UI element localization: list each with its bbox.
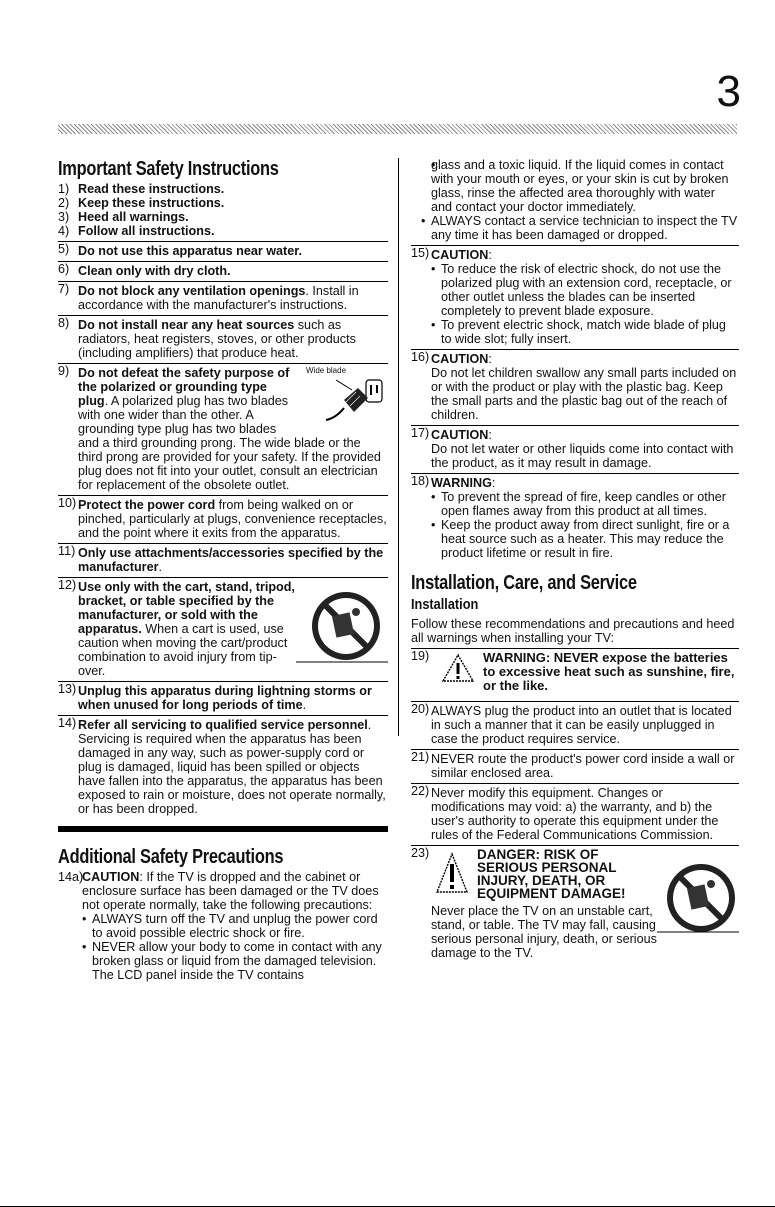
instruction-16-body: Do not let children swallow any small parts included on or with the product or play with the plastic bag. Keep the small parts and the plastic bag out of the reach of children. [431, 366, 737, 422]
instruction-17: 17) CAUTION: Do not let water or other liquids come into contact with the product, as it may result in damage. [411, 425, 739, 470]
instruction-5: 5) Do not use this apparatus near water. [58, 241, 388, 258]
danger-triangle-icon [435, 850, 469, 896]
instruction-13: 13) Unplug this apparatus during lightning storms or when unused for long periods of time. [58, 681, 388, 712]
instruction-4: 4) Follow all instructions. [58, 224, 215, 238]
column-divider [398, 158, 399, 736]
instruction-11: 11) Only use attachments/accessories specified by the manufacturer. [58, 543, 388, 574]
subheading-installation: Installation [411, 596, 479, 613]
instruction-20: 20) ALWAYS plug the product into an outlet that is located in such a manner that it can be easily unplugged in case the product requires service. [411, 701, 739, 746]
instruction-8: 8) Do not install near any heat sources such as radiators, heat registers, stoves, or other products (including amplifiers) that produce heat. [58, 315, 388, 360]
instruction-1: 1) Read these instructions. [58, 182, 225, 196]
section-divider [58, 826, 388, 832]
list-item: • Keep the product away from direct sunlight, fire or a heat source such as a heater. This may reduce the product lifetime or result in fire. [431, 518, 739, 560]
cart-tipover-warning-icon [296, 588, 388, 668]
list-item: • To prevent electric shock, match wide blade of plug to wide slot; fully insert. [431, 318, 739, 346]
instruction-17-body: Do not let water or other liquids come into contact with the product, as it may result in damage. [431, 442, 734, 470]
header-band [58, 124, 737, 134]
precaution-list [82, 912, 388, 982]
instruction-19: 19) WARNING: NEVER expose the batteries to excessive heat such as sunshine, fire, or the like. [411, 648, 739, 695]
polarized-plug-illustration [296, 366, 388, 432]
tv-tipover-warning-icon [657, 858, 739, 940]
heading-installation-care-service: Installation, Care, and Service [411, 572, 637, 594]
list-item: • glass and a toxic liquid. If the liquid comes in contact with your mouth or eyes, or your skin is cut by broken glass, rinse the affected area thoroughly with water and contact your doctor immediately. [431, 158, 739, 214]
instruction-3: 3) Heed all warnings. [58, 210, 189, 224]
left-column [58, 158, 388, 982]
plug-icon [296, 366, 388, 432]
instruction-23: 23) DANGER: RISK OF SERIOUS PERSONAL INJURY, DEATH, OR EQUIPMENT DAMAGE! Never place the TV on an unstable cart, stand, or table. The TV may fall, causing serious personal injury, death, or serious damage to the TV. [411, 845, 739, 960]
instruction-10: 10) Protect the power cord from being walked on or pinched, particularly at plugs, convenience receptacles, and the point where it exits from the apparatus. [58, 496, 387, 540]
instruction-14a: 14a) CAUTION: If the TV is dropped and the cabinet or enclosure surface has been damaged or the TV does not operate normally, take the following precautions: • ALWAYS turn off the TV and unplug the power cord to avoid possible electric shock or fire. • NEVER allow your body to come in contact with any broken glass or liquid from the damaged television. The LCD panel inside the TV contains [58, 870, 388, 982]
instruction-22: 22) Never modify this equipment. Changes or modifications may void: a) the warranty, and b) the user's authority to operate this equipment under the rules of the Federal Communications Commission. [411, 783, 739, 842]
instruction-6: 6) Clean only with dry cloth. [58, 261, 388, 278]
right-column [411, 158, 739, 960]
instruction-14: 14) Refer all servicing to qualified service personnel. Servicing is required when the apparatus has been damaged in any way, such as power-supply cord or plug is damaged, liquid has been spilled or objects have fallen into the apparatus, the apparatus has been exposed to rain or moisture, does not operate normally, or has been dropped. [58, 715, 388, 816]
warning-triangle-icon [441, 653, 475, 683]
installation-intro: Follow these recommendations and precautions and heed all warnings when installing your TV: [411, 617, 735, 645]
instruction-9: 9) Wide blade Do not defeat the safety purpose of the polarized or grounding type plug. A polarized plug has two blades with one wider than the other. A grounding type plug has two blades and a third grounding prong. The wide blade or the third prong are provided for your safety. If the provided plug does not fit into your outlet, consult an electrician for replacement of the obsolete outlet. [58, 363, 388, 492]
instruction-2: 2) Keep these instructions. [58, 196, 225, 210]
heading-additional-precautions: Additional Safety Precautions [58, 846, 284, 868]
continued-precautions [411, 158, 739, 242]
instruction-16: 16) CAUTION: Do not let children swallow any small parts included on or with the product or play with the plastic bag. Keep the small parts and the plastic bag out of the reach of children. [411, 349, 739, 422]
list-item: • NEVER allow your body to come in contact with any broken glass or liquid from the damaged television. The LCD panel inside the TV contains [82, 940, 388, 982]
instruction-15: 15) CAUTION: • To reduce the risk of electric shock, do not use the polarized plug with an extension cord, receptacle, or other outlet unless the blades can be inserted completely to prevent blade exposure. • To prevent electric shock, match wide blade of plug to wide slot; fully insert. [411, 245, 739, 346]
list-item: • To prevent the spread of fire, keep candles or other open flames away from this product at all times. [431, 490, 739, 518]
list-item: • ALWAYS turn off the TV and unplug the power cord to avoid possible electric shock or fire. [82, 912, 388, 940]
instruction-18: 18) WARNING: • To prevent the spread of fire, keep candles or other open flames away from this product at all times. • Keep the product away from direct sunlight, fire or a heat source such as a heater. This may reduce the product lifetime or result in fire. [411, 473, 739, 560]
instruction-21: 21) NEVER route the product's power cord inside a wall or similar enclosed area. [411, 749, 739, 780]
instruction-12: 12) Use only with the cart, stand, tripod, bracket, or table specified by the manufacturer, or sold with the apparatus. When a cart is used, use caution when moving the cart/product combination to avoid injury from tip-over. [58, 577, 388, 678]
list-item: • ALWAYS contact a service technician to inspect the TV any time it has been damaged or dropped. [421, 214, 739, 242]
heading-important-safety: Important Safety Instructions [58, 158, 279, 180]
wide-blade-label: Wide blade [306, 366, 347, 375]
list-item: • To reduce the risk of electric shock, do not use the polarized plug with an extension cord, receptacle, or other outlet unless the blades can be inserted completely to prevent blade exposure. [431, 262, 739, 318]
instruction-7: 7) Do not block any ventilation openings. Install in accordance with the manufacturer's instructions. [58, 281, 388, 312]
instruction-23-body: Never place the TV on an unstable cart, stand, or table. The TV may fall, causing serious personal injury, death, or serious damage to the TV. [431, 904, 657, 960]
page-number: 3 [716, 67, 741, 116]
